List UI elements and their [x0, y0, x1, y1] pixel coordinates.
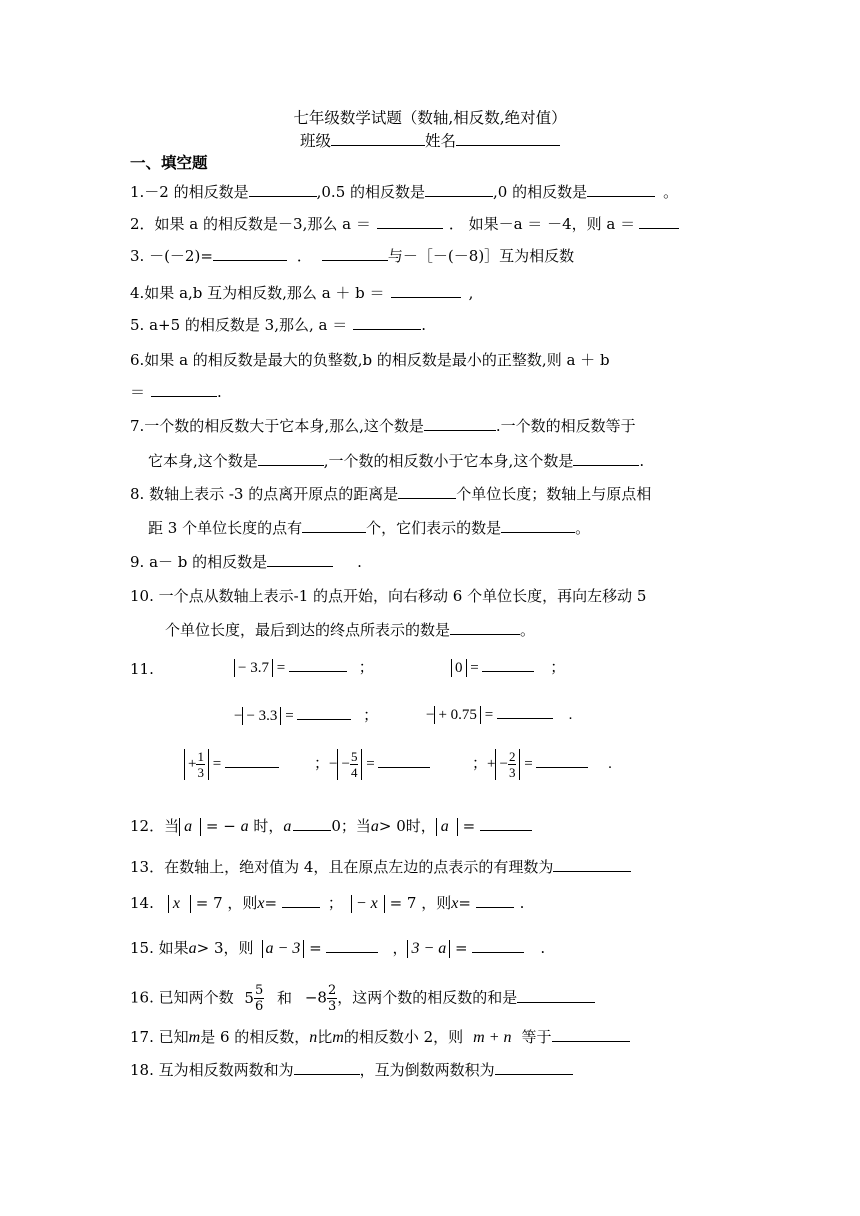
q14-blank-2[interactable]	[476, 893, 514, 908]
q11-abs-frac-1	[184, 749, 209, 780]
q13-blank-1[interactable]	[553, 857, 631, 872]
q16-fraction-1	[254, 983, 264, 1014]
q1-text-c: ,0 的相反数是	[493, 183, 588, 201]
minus-sign: −	[499, 755, 508, 772]
q15-blank-2[interactable]	[472, 938, 524, 953]
q16-fraction-2	[327, 983, 337, 1014]
question-11-number: 11.	[130, 660, 154, 678]
q3-text-c: 与－［－(－8)］互为相反数	[387, 247, 575, 265]
question-12	[130, 816, 740, 837]
q15-abs-2: 3 − a	[407, 940, 450, 958]
class-name-line	[0, 129, 860, 151]
class-blank[interactable]	[331, 131, 425, 146]
q17-text-c: 比	[317, 1028, 333, 1046]
q17-var-n: n	[309, 1029, 318, 1046]
period: .	[608, 755, 612, 772]
question-15	[130, 938, 740, 959]
q8-blank-1[interactable]	[398, 484, 456, 499]
q3-text-a: 3. －(－2)=	[130, 247, 213, 265]
denominator: 4	[350, 765, 358, 780]
semicolon: ；	[358, 660, 374, 676]
q6-blank-1[interactable]	[151, 382, 217, 397]
q11-blank-1[interactable]	[289, 657, 347, 672]
q12-blank-1[interactable]	[293, 816, 331, 831]
numerator: 2	[508, 749, 516, 764]
q12-blank-2[interactable]	[480, 816, 532, 831]
q2-blank-2[interactable]	[639, 214, 679, 229]
name-blank[interactable]	[456, 131, 560, 146]
q11-expr-5	[184, 749, 279, 780]
fraction	[508, 749, 517, 780]
q2-text-a: 2．如果 a 的相反数是－3,那么 a ＝	[130, 215, 371, 233]
q11-abs-1: − 3.7	[234, 659, 273, 677]
q14-text-b: = 7 ，则	[195, 894, 258, 912]
q12-text-e: > 0时，	[378, 817, 436, 835]
numerator: 5	[254, 983, 264, 998]
equals-sign: =	[212, 755, 222, 772]
q1-text-b: ,0.5 的相反数是	[316, 183, 426, 201]
q5-blank-1[interactable]	[353, 315, 421, 330]
question-10-line-2	[165, 620, 775, 640]
q12-text-c: 时，	[253, 817, 284, 835]
q12-var-a3: a	[370, 818, 379, 835]
q14-text-a: 14.	[130, 894, 154, 912]
denominator: 3	[508, 765, 516, 780]
q1-text-a: 1.－2 的相反数是	[130, 183, 249, 201]
q11-expr-4	[426, 704, 572, 724]
q11-expr-3	[234, 704, 378, 725]
class-label: 班级	[299, 132, 331, 150]
q11-blank-4[interactable]	[497, 704, 553, 719]
q17-var-m: m	[188, 1029, 201, 1046]
question-6-line-2	[130, 382, 740, 402]
question-13	[130, 857, 740, 877]
q16-text-b: 和	[277, 988, 293, 1007]
q7-text-a: 7.一个数的相反数大于它本身,那么,这个数是	[130, 417, 424, 435]
q8-text-c: 距 3 个单位长度的点有	[148, 519, 303, 537]
q13-text-a: 13．在数轴上，绝对值为 4，且在原点左边的点表示的有理数为	[130, 858, 554, 876]
q14-text-f: = 7 ，则	[389, 894, 452, 912]
q11-abs-frac-3	[495, 749, 520, 780]
q12-text-b: = −	[205, 817, 236, 835]
question-5	[130, 315, 740, 335]
worksheet-title: 七年级数学试题（数轴,相反数,绝对值）	[293, 109, 567, 127]
question-18	[130, 1060, 740, 1080]
q7-text-e: .	[639, 452, 645, 470]
q17-text-f: 等于	[521, 1028, 552, 1046]
q11-abs-3: − 3.3	[242, 707, 281, 725]
q11-blank-2[interactable]	[482, 657, 534, 672]
plus-sign: +	[188, 755, 197, 772]
q11-blank-7[interactable]	[536, 753, 588, 768]
q16-blank-1[interactable]	[517, 988, 595, 1003]
minus-sign: −	[329, 755, 338, 772]
equals-sign: =	[276, 660, 286, 676]
q12-text-a: 12．当	[130, 817, 180, 835]
name-label: 姓名	[425, 132, 457, 150]
equals-sign: =	[366, 755, 375, 772]
q11-blank-3[interactable]	[297, 705, 351, 720]
q15-text-a: 15. 如果	[130, 939, 189, 957]
q15-abs-1: a − 3	[262, 940, 305, 958]
equals-sign: =	[470, 660, 479, 676]
semicolon: ；	[314, 755, 330, 772]
q18-blank-1[interactable]	[294, 1060, 360, 1075]
q5-text-a: 5. a+5 的相反数是 3,那么, a ＝	[130, 316, 348, 334]
q15-text-f: =	[455, 939, 468, 957]
q4-text-b: ,	[468, 284, 474, 302]
minus-sign: −	[426, 707, 435, 723]
q3-blank-1[interactable]	[213, 246, 287, 261]
semicolon: ；	[363, 708, 379, 724]
q8-text-a: 8. 数轴上表示 -3 的点离开原点的距离是	[130, 485, 399, 503]
q12-abs-a: a	[179, 818, 201, 836]
q3-text-b: ．	[296, 247, 312, 265]
question-9	[130, 552, 740, 572]
question-10-line-1: 10. 一个点从数轴上表示-1 的点开始，向右移动 6 个单位长度，再向左移动 5	[130, 587, 647, 605]
numerator: 1	[197, 749, 204, 764]
q15-text-d: ，	[392, 939, 408, 957]
q8-blank-2[interactable]	[302, 518, 366, 533]
question-16	[130, 983, 740, 1014]
numerator: 5	[350, 749, 358, 764]
q11-expr-1	[234, 656, 374, 677]
minus-sign: −	[234, 708, 243, 724]
q15-text-c: =	[309, 939, 322, 957]
q18-text-b: ，互为倒数两数积为	[359, 1061, 495, 1079]
q1-blank-3[interactable]	[587, 182, 655, 197]
q17-blank-1[interactable]	[552, 1027, 630, 1042]
question-6-line-1: 6.如果 a 的相反数是最大的负整数,b 的相反数是最小的正整数,则 a ＋ b	[130, 351, 610, 369]
q16-mixed-whole-1: 5	[244, 988, 254, 1007]
question-17	[130, 1027, 740, 1048]
question-8-line-2	[148, 518, 758, 538]
q11-abs-4: + 0.75	[434, 706, 480, 724]
q11-abs-frac-2	[337, 749, 362, 780]
q12-abs-a2: a	[436, 818, 458, 836]
q11-blank-5[interactable]	[225, 753, 279, 768]
q6-text-b: ＝	[130, 383, 146, 401]
question-8-line-1	[130, 484, 740, 504]
q8-text-e: 。	[575, 519, 591, 537]
q9-text-a: 9. a－ b 的相反数是	[130, 553, 268, 571]
q16-text-c: ，这两个数的相反数的和是	[337, 988, 518, 1007]
denominator: 3	[327, 999, 337, 1014]
question-4	[130, 283, 740, 303]
q7-text-d: ,一个数的相反数小于它本身,这个数是	[323, 452, 574, 470]
question-7-line-2	[148, 451, 758, 471]
question-3	[130, 246, 740, 266]
q3-blank-2[interactable]	[322, 246, 388, 261]
q12-var-a: a	[240, 818, 249, 835]
q8-text-b: 个单位长度；数轴上与原点相	[456, 485, 652, 503]
numerator: 2	[327, 983, 337, 998]
q2-text-b: ． 如果－a ＝ －4，则 a ＝	[448, 215, 636, 233]
q5-text-b: .	[421, 316, 427, 334]
minus-sign: −	[341, 755, 350, 772]
q11-expr-2	[451, 656, 565, 677]
question-2	[130, 214, 740, 234]
q14-text-g: =	[458, 894, 476, 912]
q4-blank-1[interactable]	[391, 283, 461, 298]
q8-text-d: 个，它们表示的数是	[366, 519, 502, 537]
q15-text-b: > 3，则	[196, 939, 254, 957]
q12-text-d: 0；当	[331, 817, 371, 835]
question-1	[130, 182, 740, 202]
q7-blank-3[interactable]	[573, 451, 639, 466]
equals-sign: =	[524, 755, 533, 772]
q7-text-b: .一个数的相反数等于	[495, 417, 636, 435]
q6-text-c: .	[217, 383, 222, 401]
q7-blank-2[interactable]	[258, 451, 324, 466]
q11-blank-6[interactable]	[378, 753, 430, 768]
semicolon: ；	[550, 660, 566, 676]
q10-text-b: 个单位长度，最后到达的终点所表示的数是	[165, 621, 451, 639]
denominator: 6	[254, 999, 264, 1014]
q14-abs-x: x	[168, 895, 191, 913]
equals-sign: =	[285, 708, 294, 724]
period: .	[568, 707, 573, 723]
q18-text-a: 18. 互为相反数两数和为	[130, 1061, 294, 1079]
q17-text-b: 是 6 的相反数，	[200, 1028, 310, 1046]
q16-mixed-whole-2: −8	[304, 988, 327, 1007]
fraction	[196, 749, 205, 780]
q17-text-d: 的相反数小 2，则	[343, 1028, 464, 1046]
semicolon: ；	[472, 755, 488, 772]
q1-blank-2[interactable]	[425, 182, 493, 197]
q1-blank-1[interactable]	[249, 182, 317, 197]
q14-abs-neg-x: − x	[351, 895, 385, 913]
q11-expr-7	[472, 749, 612, 780]
q9-blank-1[interactable]	[267, 552, 333, 567]
q14-blank-1[interactable]	[282, 893, 320, 908]
fraction	[350, 749, 359, 780]
q14-text-h: .	[519, 894, 525, 912]
q2-blank-1[interactable]	[377, 214, 443, 229]
q4-text-a: 4.如果 a,b 互为相反数,那么 a ＋ b ＝	[130, 284, 385, 302]
q7-text-c: 它本身,这个数是	[148, 452, 258, 470]
q11-abs-2: 0	[451, 659, 467, 677]
question-7-line-1	[130, 416, 740, 436]
plus-sign: +	[487, 755, 496, 772]
q8-blank-3[interactable]	[501, 518, 575, 533]
q14-text-d: ；	[327, 894, 343, 912]
q10-text-c: 。	[520, 621, 536, 639]
q14-text-c: =	[264, 894, 282, 912]
q11-expr-6	[314, 749, 430, 780]
q9-text-b: .	[357, 553, 362, 571]
q12-text-f: =	[462, 817, 476, 835]
denominator: 3	[197, 765, 204, 780]
q15-blank-1[interactable]	[326, 938, 378, 953]
q15-text-g: .	[540, 939, 546, 957]
q12-var-a2: a	[283, 818, 292, 835]
question-14	[130, 893, 740, 914]
q10-blank-1[interactable]	[450, 620, 520, 635]
section-heading: 一、填空题	[130, 154, 208, 172]
equals-sign: =	[484, 707, 494, 723]
q17-expr: m + n	[473, 1029, 512, 1046]
q15-var-a: a	[188, 940, 197, 957]
q7-blank-1[interactable]	[424, 416, 496, 431]
q1-text-d: 。	[663, 183, 679, 201]
q18-blank-2[interactable]	[495, 1060, 573, 1075]
q17-var-m2: m	[332, 1029, 344, 1046]
q14-var-x: x	[257, 895, 265, 912]
q17-text-a: 17. 已知	[130, 1028, 189, 1046]
q14-var-x2: x	[451, 895, 459, 912]
q16-text-a: 16. 已知两个数	[130, 988, 234, 1007]
